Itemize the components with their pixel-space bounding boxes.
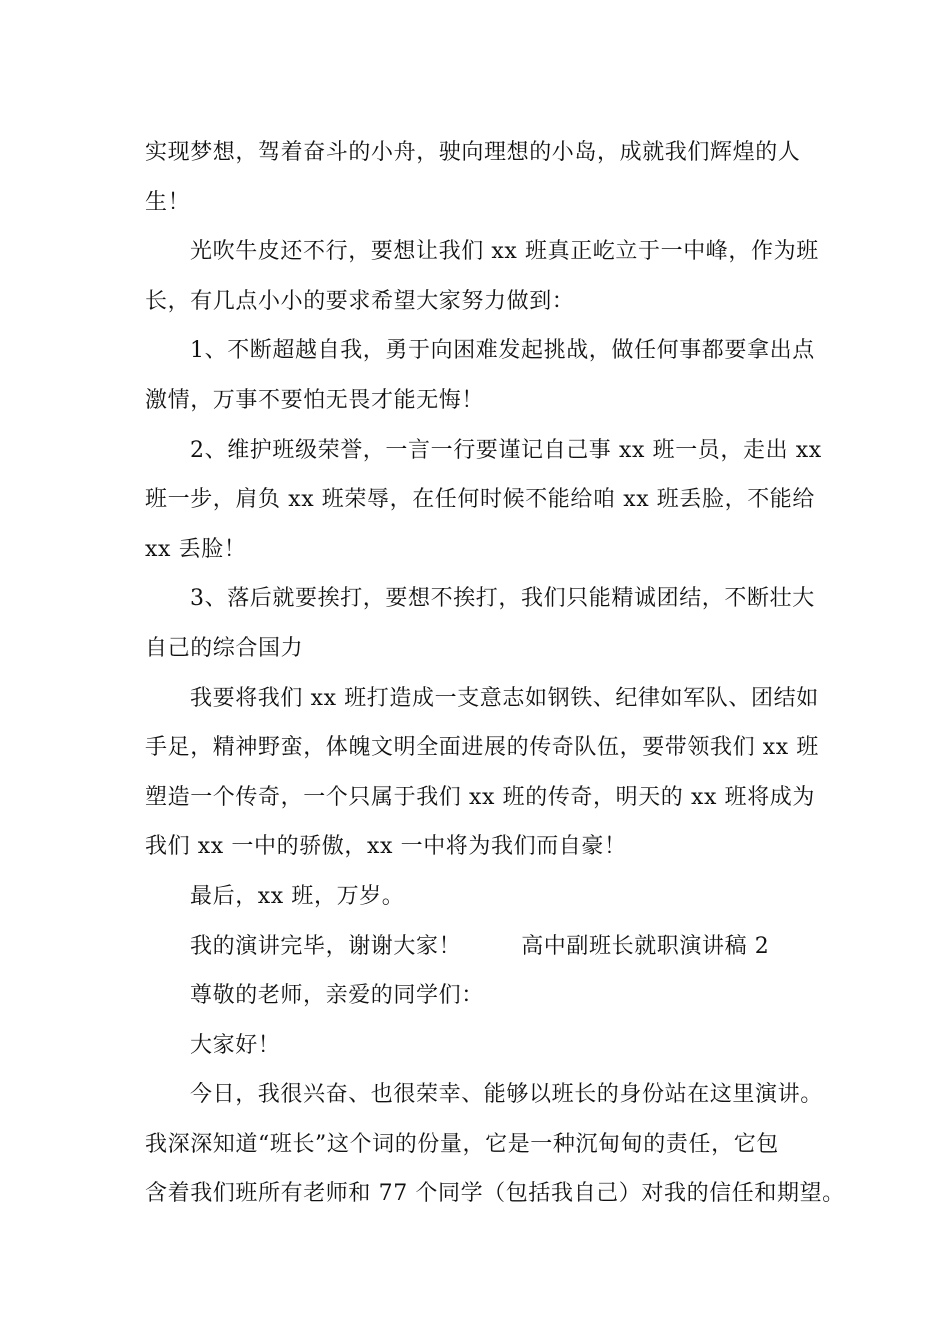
paragraph <box>145 227 825 326</box>
text-line: 激情，万事不要怕无畏才能无悔！ <box>145 387 485 413</box>
text-line: 自己的综合国力 <box>145 635 304 661</box>
text-line: 含着我们班所有老师和 77 个同学（包括我自己）对我的信任和期望。 <box>145 1181 845 1207</box>
text-line: 手足，精神野蛮，体魄文明全面进展的传奇队伍，要带领我们 xx 班 <box>145 735 820 761</box>
paragraph <box>145 1021 825 1071</box>
text-line: 2、维护班级荣誉，一言一行要谨记自己事 xx 班一员，走出 xx <box>190 437 822 463</box>
text-line: 实现梦想，驾着奋斗的小舟，驶向理想的小岛，成就我们辉煌的人 <box>145 140 801 165</box>
text-line: 今日，我很兴奋、也很荣幸、能够以班长的身份站在这里演讲。 <box>190 1082 823 1108</box>
paragraph <box>145 326 825 425</box>
paragraph <box>145 1070 845 1219</box>
text-line: 大家好！ <box>190 1032 281 1058</box>
text-line: 班一步，肩负 xx 班荣辱，在任何时候不能给咱 xx 班丢脸，不能给 <box>145 487 816 513</box>
text-line: 尊敬的老师，亲爱的同学们： <box>190 983 484 1009</box>
paragraph <box>145 426 825 575</box>
text-line: 我们 xx 一中的骄傲，xx 一中将为我们而自豪！ <box>145 834 627 860</box>
next-speech-title: 高中副班长就职演讲稿 2 <box>521 933 770 959</box>
text-line: 生！ <box>145 189 191 215</box>
closing-line <box>145 922 825 972</box>
text-line: 长，有几点小小的要求希望大家努力做到： <box>145 288 575 314</box>
text-line: 光吹牛皮还不行，要想让我们 xx 班真正屹立于一中峰，作为班 <box>190 239 819 265</box>
paragraph <box>145 128 825 227</box>
paragraph <box>145 574 825 673</box>
paragraph <box>145 971 825 1021</box>
closing-paragraph <box>145 922 825 972</box>
text-line: xx 丢脸！ <box>145 536 247 562</box>
text-line: 我要将我们 xx 班打造成一支意志如钢铁、纪律如军队、团结如 <box>190 685 819 711</box>
text-line: 1、不断超越自我，勇于向困难发起挑战，做任何事都要拿出点 <box>190 338 815 364</box>
text-line: 我深深知道“班长”这个词的份量，它是一种沉甸甸的责任，它包 <box>145 1131 779 1157</box>
text-line: 塑造一个传奇，一个只属于我们 xx 班的传奇，明天的 xx 班将成为 <box>145 784 816 810</box>
closing-text: 我的演讲完毕，谢谢大家！ <box>190 933 462 959</box>
paragraph <box>145 674 825 872</box>
text-line: 3、落后就要挨打，要想不挨打，我们只能精诚团结，不断壮大 <box>190 586 815 612</box>
text-line: 最后，xx 班，万岁。 <box>190 883 405 909</box>
paragraph <box>145 872 825 922</box>
document-body <box>145 128 845 1219</box>
